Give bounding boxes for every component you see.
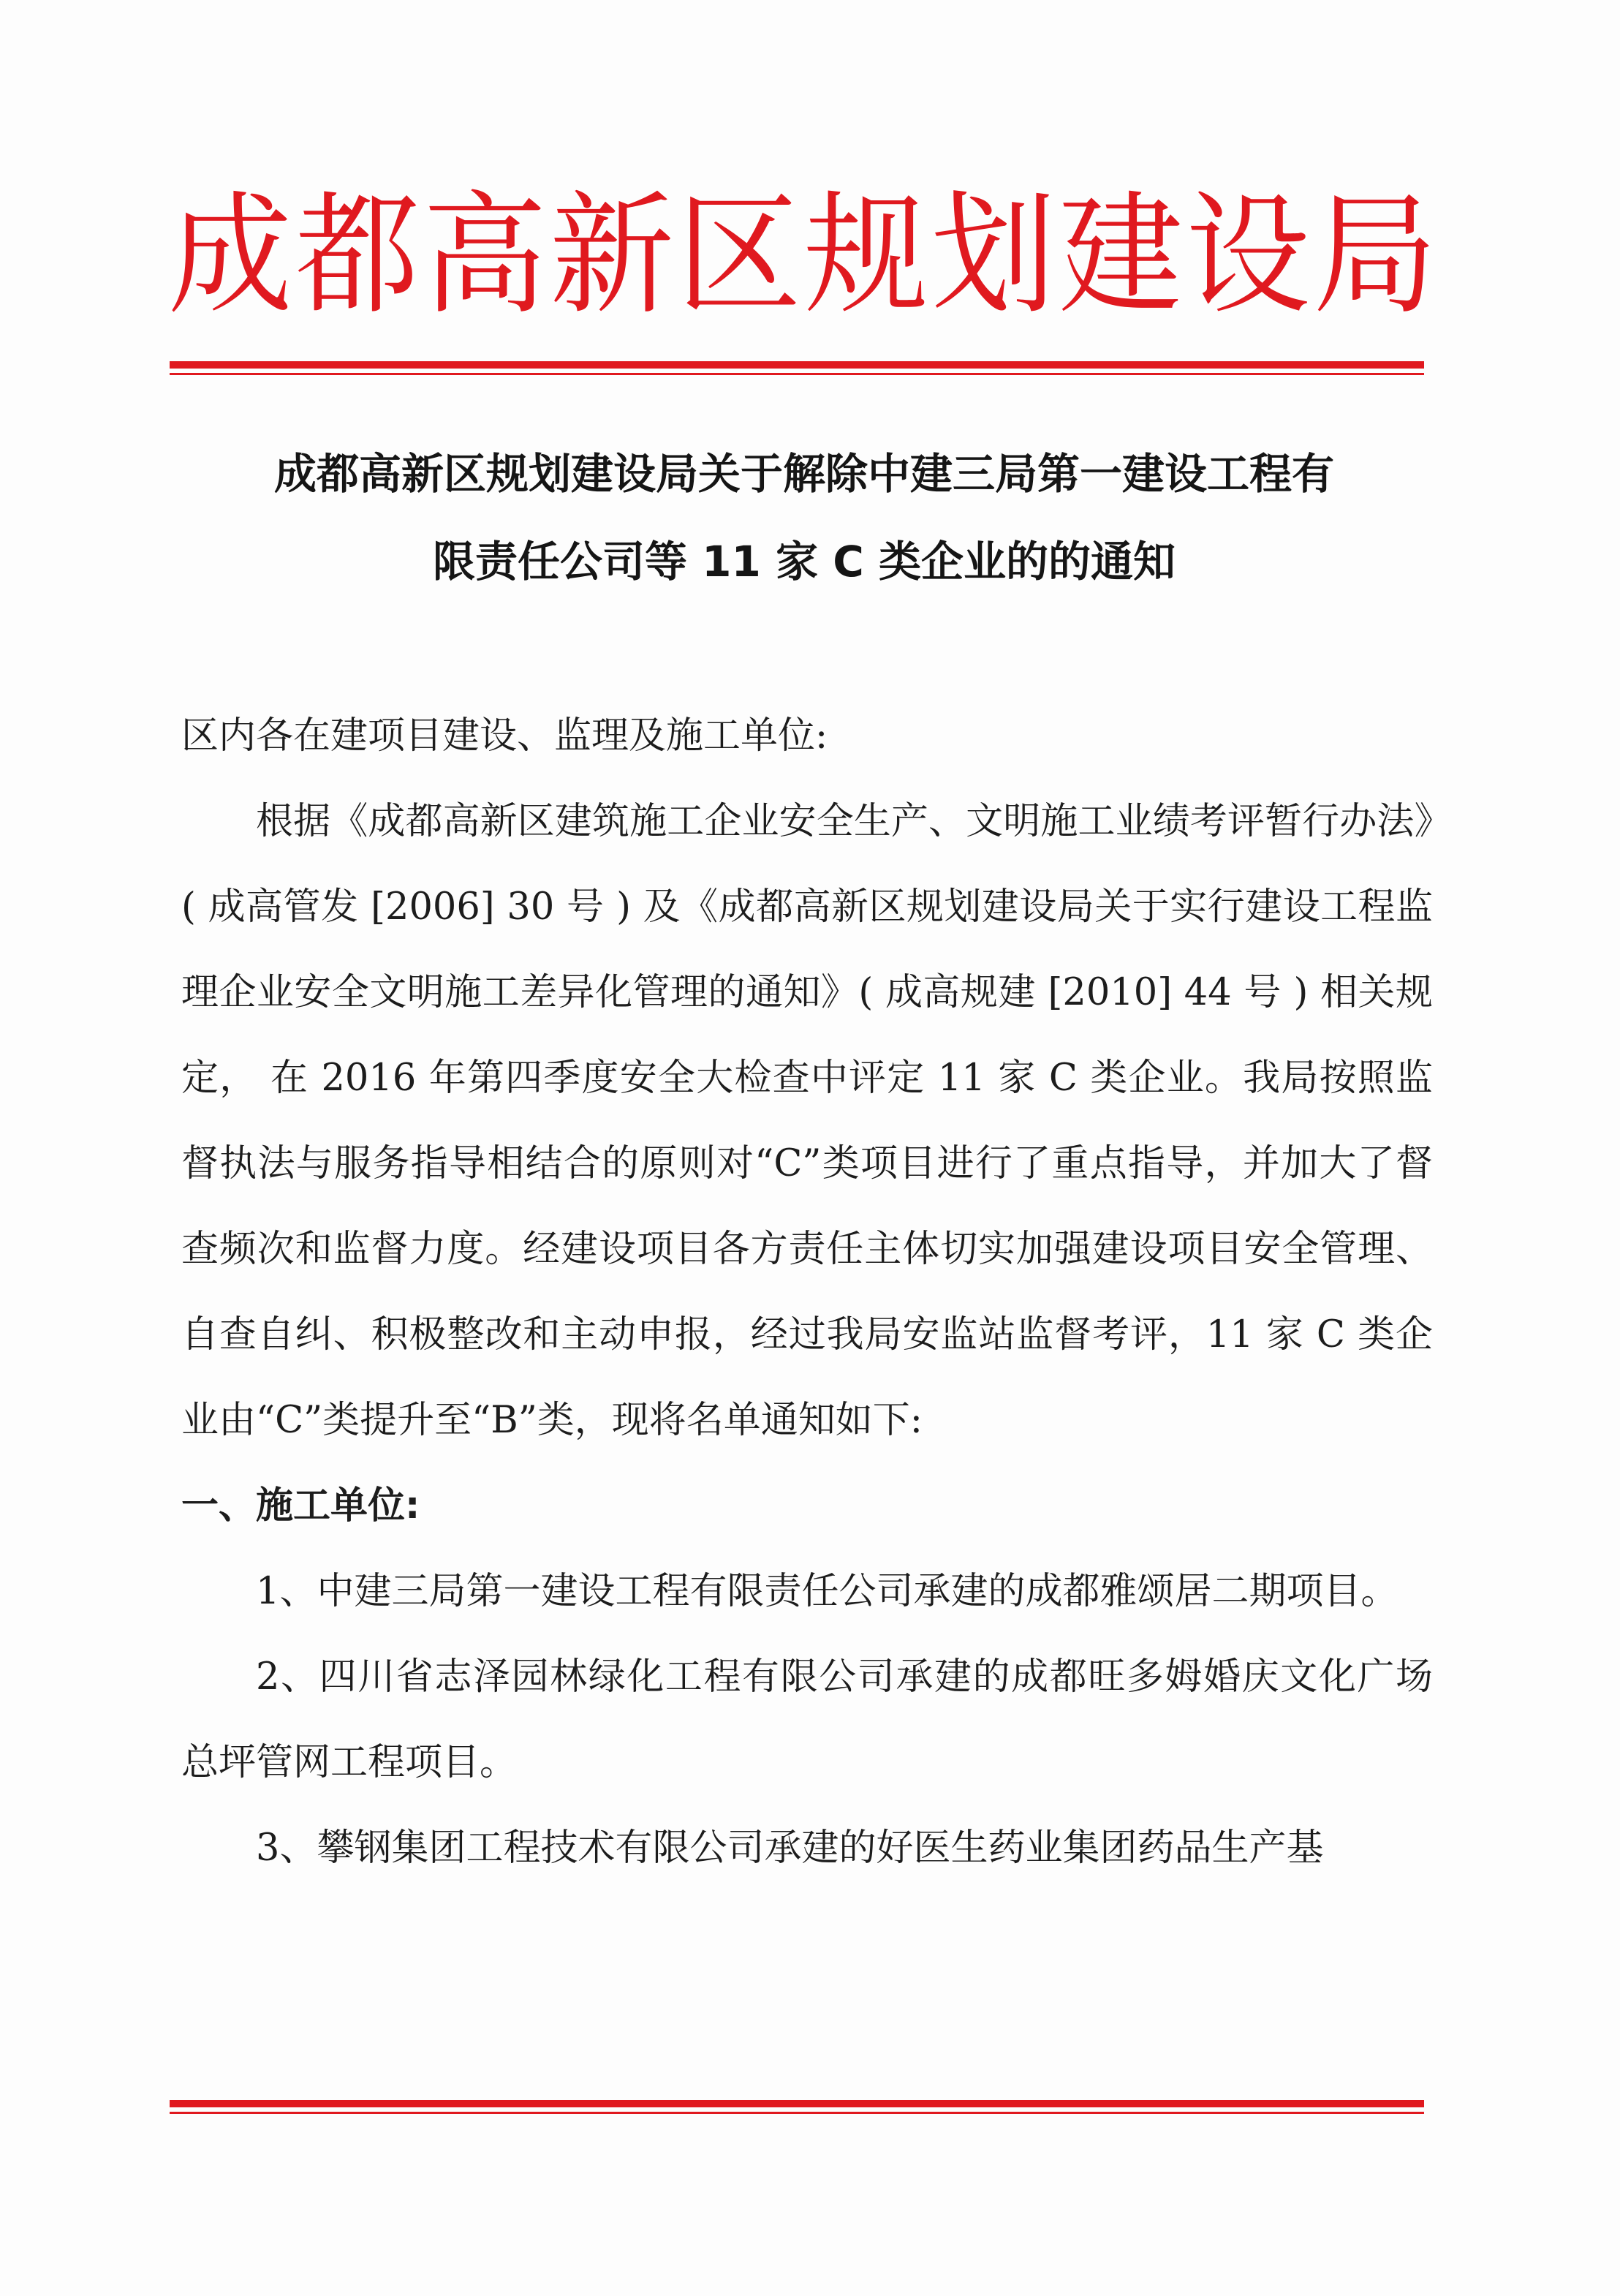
list-item: 1、中建三局第一建设工程有限责任公司承建的成都雅颂居二期项目。 xyxy=(256,1570,1398,1613)
document-body xyxy=(181,693,1433,1891)
list-item: 2、四川省志泽园林绿化工程有限公司承建的成都旺多姆婚庆文化广场总坪管网工程项目。 xyxy=(181,1655,1433,1784)
document-title xyxy=(175,430,1433,605)
footer-divider xyxy=(170,2100,1424,2114)
document-title-line-2: 限责任公司等 11 家 C 类企业的的通知 xyxy=(432,537,1176,586)
salutation: 区内各在建项目建设、监理及施工单位: xyxy=(181,714,828,758)
document-title-line-1: 成都高新区规划建设局关于解除中建三局第一建设工程有 xyxy=(273,449,1334,499)
section-heading-construction-units: 一、施工单位: xyxy=(181,1484,420,1527)
letterhead-divider-top xyxy=(170,361,1424,375)
list-item: 3、攀钢集团工程技术有限公司承建的好医生药业集团药品生产基 xyxy=(256,1827,1324,1870)
body-paragraph-1: 根据《成都高新区建筑施工企业安全生产、文明施工业绩考评暂行办法》( 成高管发 [2006] 30 号 ) 及《成都高新区规划建设局关于实行建设工程监理企业安全文明施工差异化管理的通知》( 成高规建 [2010] 44 号 ) 相关规定， 在 2016 年第四季度安全大检查中评定 11 家 C 类企业。我局按照监督执法与服务指导相结合的原则对“C”类项目进行了重点指导，并加大了督查频次和监督力度。经建设项目各方责任主体切实加强建设项目安全管理、自查自纠、积极整改和主动申报，经过我局安监站监督考评，11 家 C 类企业由“C”类提升至“B”类，现将名单通知如下: xyxy=(181,800,1433,1442)
letterhead-title: 成都高新区规划建设局 xyxy=(168,179,1441,333)
